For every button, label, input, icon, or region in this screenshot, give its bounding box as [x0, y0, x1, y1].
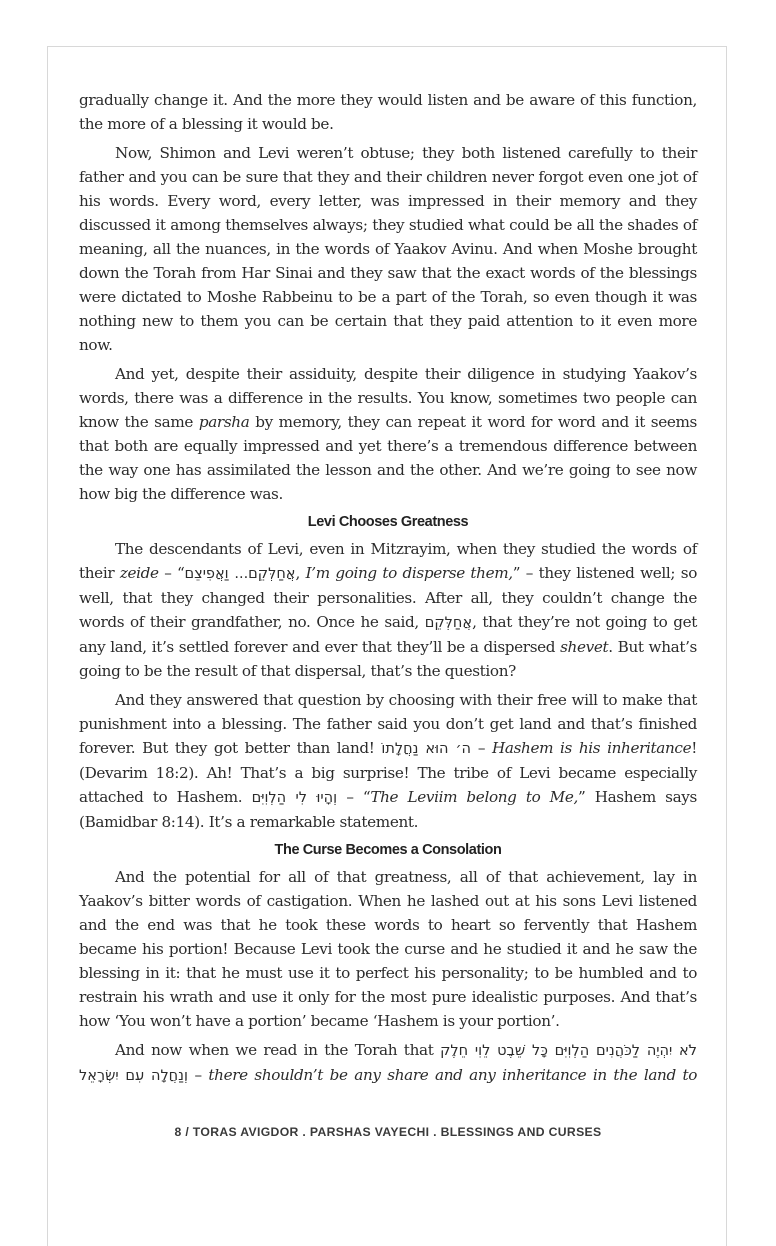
italic-term: shevet: [560, 638, 609, 656]
paragraph: [79, 865, 697, 1033]
paragraph-text: Now, Shimon and Levi weren’t obtuse; they both listened carefully to their father and you can be sure that they and their children never forgot even one jot of his words. Every word, every letter, was impressed in their memory and they discussed it among themselves always; they studied what could be all the shades of meaning, all the nuances, in the words of Yaakov Avinu. And when Moshe brought down the Torah from Har Sinai and they saw that the exact words of the blessings were dictated to Moshe Rabbeinu to be a part of the Torah, so even though it was nothing new to them you can be certain that they paid attention to it even more now.: [79, 144, 697, 354]
text-run: . But what’s going to be the result of that dispersal, that’s the question?: [79, 638, 698, 680]
italic-translation: there shouldn’t be any share and any inheritance in the land to: [208, 1066, 698, 1084]
running-footer: 8 / TORAS AVIGDOR . PARSHAS VAYECHI . BLESSINGS AND CURSES: [174, 1125, 602, 1139]
text-run: , that they’re not going to get any land, it’s settled forever and ever that they’ll be a dispersed: [79, 613, 697, 656]
section-heading: Levi Chooses Greatness: [307, 514, 469, 530]
text-run: ” Hashem says (Bamidbar 8:14). It’s a remarkable statement.: [79, 788, 697, 831]
section-heading: The Curse Becomes a Consolation: [274, 842, 502, 858]
italic-translation: Hashem is his inheritance: [492, 739, 692, 757]
page-body: [79, 88, 697, 1093]
text-run: And now when we read in the Torah that: [115, 1041, 441, 1059]
text-run: The descendants of Levi, even in Mitzrayim, when they studied the words of their: [79, 540, 697, 582]
paragraph: [79, 362, 697, 506]
hebrew-quote: וְהָיוּ לִי הַלְוִיִּם: [251, 790, 338, 806]
italic-translation: The Leviim belong to Me,: [370, 788, 578, 806]
text-run: And they answered that question by choosing with their free will to make that punishment into a blessing. The father said you don’t get land and that’s finished forever. But they got better than land!: [79, 691, 697, 757]
hebrew-quote: וְנַחֲלָה עִם יִשְׂרָאֵל: [79, 1068, 188, 1084]
text-run: And yet, despite their assiduity, despite their diligence in studying Yaakov’s words, there was a difference in the results. You know, sometimes two people can know the same: [79, 365, 697, 431]
text-run: ,: [295, 564, 306, 582]
text-run: – “: [158, 564, 185, 582]
text-run: –: [187, 1066, 209, 1084]
paragraph-text: And the potential for all of that greatness, all of that achievement, lay in Yaakov’s bitter words of castigation. When he lashed out at his sons Levi listened and the end was that he took these words to heart so fervently that Hashem became his portion! Because Levi took the curse and he studied it and he saw the blessing in it: that he must use it to perfect his personality; to be humbled and to restrain his wrath and use it only for the most pure idealistic purposes. And that’s how ‘You won’t have a portion’ became ‘Hashem is your portion’.: [79, 868, 697, 1030]
paragraph: [79, 688, 697, 834]
text-run: by memory, they can repeat it word for word and it seems that both are equally impressed and yet there’s a tremendous difference between the way one has assimilated the lesson and the other. And we’re going to see now how big the difference was.: [79, 413, 697, 503]
paragraph-continuation: [79, 88, 697, 136]
paragraph: [79, 141, 697, 357]
italic-term: parsha: [198, 413, 250, 431]
hebrew-quote: ה׳ הוּא נַחֲלָתוֹ: [381, 741, 472, 757]
hebrew-quote: לֹא יִהְיֶה לַכֹּהֲנִים הַלְוִיִּם כָּל שֵׁבֶט לֵוִי חֵלֶק: [440, 1043, 697, 1059]
paragraph: [79, 1038, 697, 1088]
hebrew-quote: אֲחַלְּקֵם... וַאֲפִיצֵם: [184, 566, 296, 582]
text-run: ! (Devarim 18:2). Ah! That’s a big surprise! The tribe of Levi became especially attached to Hashem.: [79, 739, 697, 806]
paragraph-text: gradually change it. And the more they would listen and be aware of this function, the more of a blessing it would be.: [79, 91, 697, 133]
italic-translation: I’m going to disperse them,: [305, 564, 513, 582]
hebrew-quote: אֲחַלְּקֵם: [424, 615, 473, 631]
text-run: ” – they listened well; so well, that they changed their personalities. After all, they couldn’t change the words of their grandfather, no. Once he said,: [79, 564, 697, 631]
italic-term: zeide: [119, 564, 159, 582]
paragraph: [79, 537, 697, 683]
text-run: –: [471, 739, 493, 757]
text-run: – “: [337, 788, 371, 806]
